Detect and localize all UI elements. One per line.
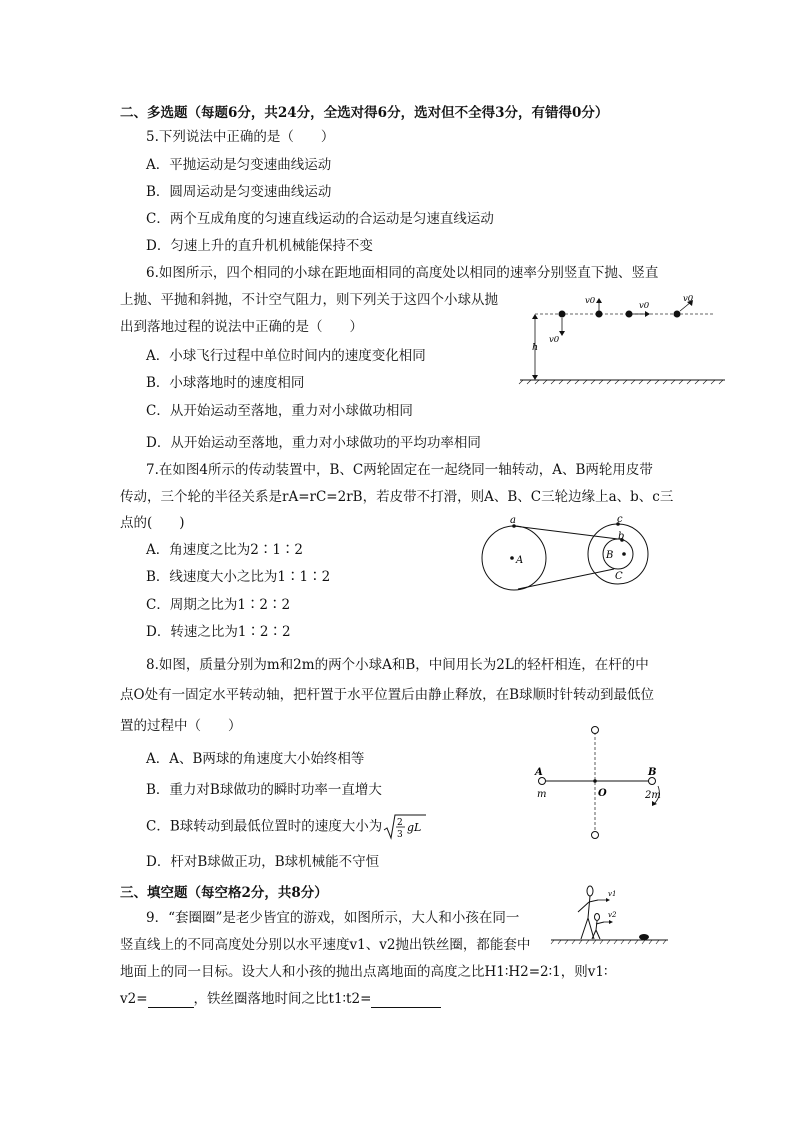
q6-option-c: C．从开始运动至落地，重力对小球做功相同 [146, 403, 413, 419]
q7-figure [478, 512, 658, 592]
q8-option-c [146, 813, 426, 843]
q6-stem-line1: 6.如图所示，四个相同的小球在距地面相同的高度处以相同的速率分别竖直下抛、竖直 [146, 265, 659, 281]
q8-label-m: m [537, 789, 547, 800]
q8-stem-line1: 8.如图，质量分别为m和2m的两个小球A和B，中间用长为2L的轻杆相连，在杆的中 [146, 657, 649, 673]
q8-stem-line2: 点O处有一固定水平转动轴，把杆置于水平位置后由静止释放，在B球顺时针转动到最低位 [120, 687, 654, 703]
q6-v0-oblique: v0 [683, 294, 694, 304]
q7-label-b-point: b [618, 531, 625, 542]
q8-sqrt-tail: gL [407, 821, 422, 834]
q9-line3: 地面上的同一目标。设大人和小孩的抛出点离地面的高度之比H1∶H2=2∶1，则v1∶ [120, 964, 608, 980]
q8-option-c-sqrt [384, 813, 426, 841]
q8-pivot [593, 779, 597, 783]
q7-stem-line3: 点的( ) [120, 515, 185, 531]
q6-ball-3 [626, 311, 633, 318]
q9-child-figure [592, 914, 604, 940]
q8-option-d: D．杆对B球做正功，B球机械能不守恒 [146, 854, 380, 870]
q7-belt-bottom [518, 569, 614, 589]
q5-stem: 5.下列说法中正确的是（ ） [146, 129, 335, 145]
q9-label-v1: v1 [608, 890, 617, 898]
q8-figure [528, 724, 673, 844]
q8-top-circle [592, 727, 599, 734]
q7-label-b-wheel: B [606, 550, 614, 561]
q7-option-d: D．转速之比为1∶2∶2 [146, 624, 291, 640]
q6-ball-2 [596, 311, 603, 318]
q7-option-b: B．线速度大小之比为1∶1∶2 [146, 569, 331, 585]
q9-line1: 9．“套圈圈”是老少皆宜的游戏，如图所示，大人和小孩在同一 [146, 910, 520, 926]
q6-v0-up: v0 [585, 296, 596, 306]
q7-label-a-wheel: A [516, 555, 524, 566]
section3-title: 三、填空题（每空格2分，共8分） [120, 885, 328, 901]
q8-option-c-text: C．B球转动到最低位置时的速度大小为 [146, 818, 383, 835]
q8-label-2m: 2m [645, 790, 661, 801]
q6-option-d: D．从开始运动至落地，重力对小球做功的平均功率相同 [146, 435, 481, 451]
q6-ball-1 [559, 311, 566, 318]
q9-target [639, 934, 649, 940]
q8-stem-line3: 置的过程中（ ） [120, 718, 242, 734]
q8-ball-b [649, 778, 656, 785]
q5-option-c: C．两个互成角度的匀速直线运动的合运动是匀速直线运动 [146, 211, 494, 227]
q7-label-a-point: a [510, 515, 516, 526]
q7-label-c-wheel: C [615, 571, 623, 582]
q8-sqrt-num: 2 [397, 818, 403, 828]
q6-option-a: A．小球飞行过程中单位时间内的速度变化相同 [146, 348, 426, 364]
q9-line4 [120, 990, 441, 1008]
q9-blank-1[interactable] [148, 993, 194, 1008]
q8-label-b: B [648, 767, 657, 778]
q9-line4-prefix: v2= [120, 991, 148, 1007]
q6-v0-down: v0 [549, 335, 560, 345]
q9-line4-middle: ，铁丝圈落地时间之比t1∶t2= [193, 991, 372, 1007]
q9-label-v2: v2 [608, 911, 617, 919]
q7-stem-line1: 7.在如图4所示的传动装置中，B、C两轮固定在一起绕同一轴转动，A、B两轮用皮带 [146, 462, 653, 478]
q6-ball-4 [674, 311, 681, 318]
q6-option-b: B．小球落地时的速度相同 [146, 375, 305, 391]
q6-v0-right: v0 [639, 301, 650, 311]
q9-blank-2[interactable] [371, 993, 441, 1008]
q7-label-c-point: c [617, 514, 623, 525]
q6-figure [515, 290, 730, 390]
q8-option-b: B．重力对B球做功的瞬时功率一直增大 [146, 782, 382, 798]
q8-label-o: O [598, 788, 607, 799]
q7-wheel-a [482, 526, 546, 590]
q5-option-a: A．平抛运动是匀变速曲线运动 [146, 157, 332, 173]
q7-stem-line2: 传动，三个轮的半径关系是rA=rC=2rB，若皮带不打滑，则A、B、C三轮边缘上a、b、c三 [120, 489, 674, 505]
section2-title: 二、多选题（每题6分，共24分，全选对得6分，选对但不全得3分，有错得0分） [120, 105, 609, 121]
q7-option-a: A．角速度之比为2∶1∶2 [146, 542, 304, 558]
q8-option-a: A．A、B两球的角速度大小始终相等 [146, 751, 365, 767]
q6-h-label: h [532, 342, 539, 353]
q8-ball-a [539, 778, 546, 785]
q6-stem-line3: 出到落地过程的说法中正确的是（ ） [120, 319, 363, 335]
q8-bottom-circle [592, 832, 599, 839]
q6-stem-line2: 上抛、平抛和斜抛，不计空气阻力，则下列关于这四个小球从抛 [120, 292, 498, 308]
q8-sqrt-den: 3 [397, 830, 403, 840]
q5-option-b: B．圆周运动是匀变速曲线运动 [146, 184, 332, 200]
q5-option-d: D．匀速上升的直升机机械能保持不变 [146, 238, 373, 254]
q9-line2: 竖直线上的不同高度处分别以水平速度v1、v2抛出铁丝圈，都能套中 [120, 937, 531, 953]
q7-option-c: C．周期之比为1∶2∶2 [146, 597, 291, 613]
q9-figure [548, 882, 673, 948]
q8-label-a: A [535, 767, 543, 778]
